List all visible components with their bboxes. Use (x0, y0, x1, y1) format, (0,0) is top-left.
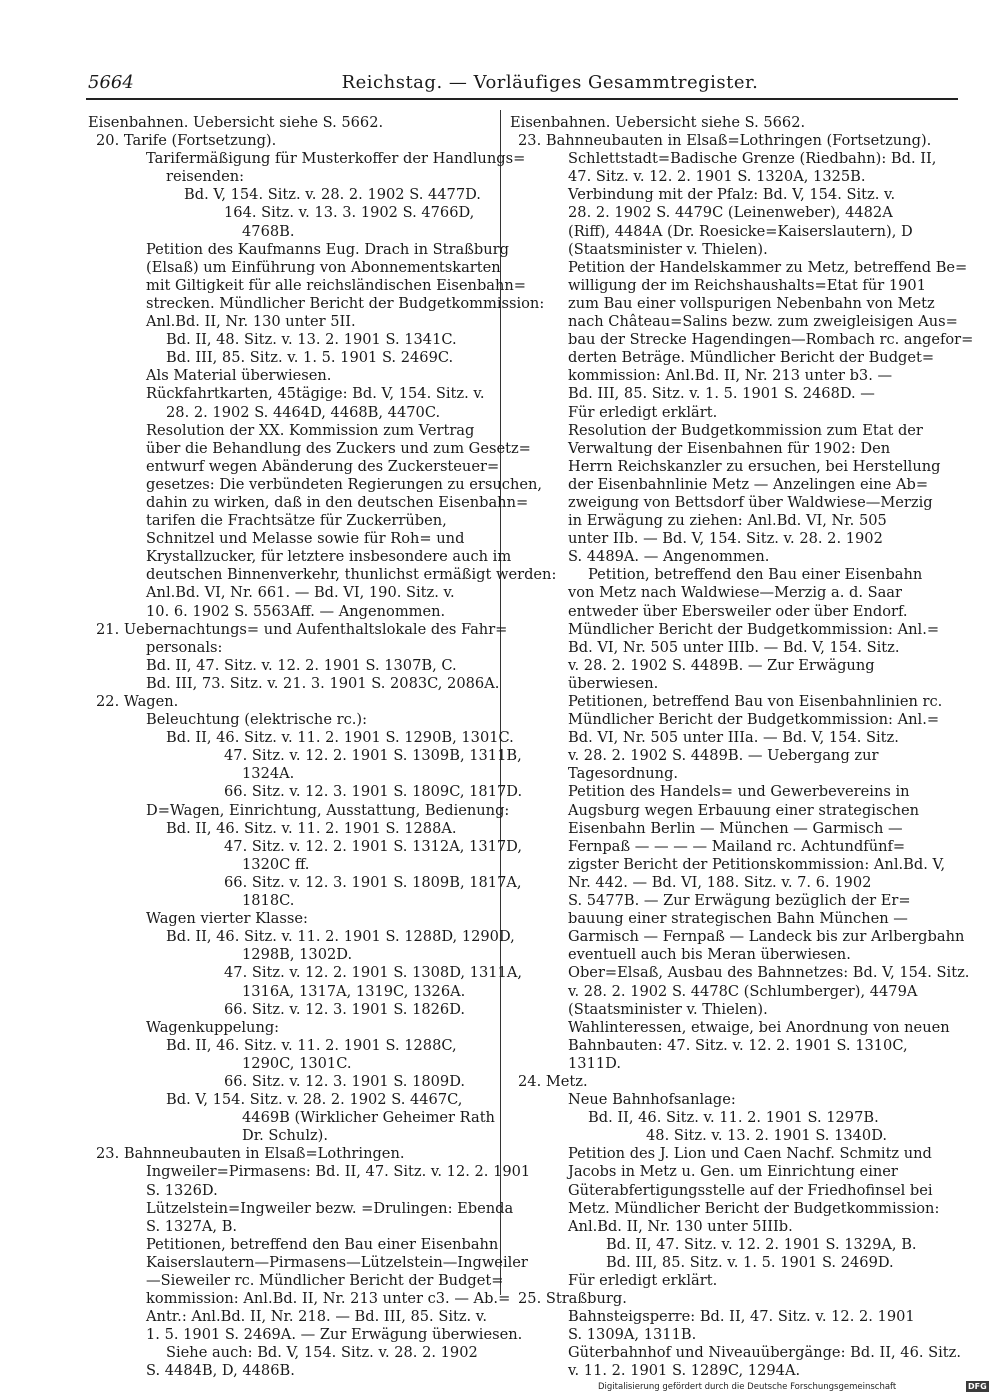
index-line: 164. Sitz. v. 13. 3. 1902 S. 4766D, (224, 204, 475, 222)
index-line: S. 1309A, 1311B. (568, 1326, 697, 1344)
index-line: 4768B. (242, 222, 295, 240)
index-line: über die Behandlung des Zuckers und zum Gesetz= (146, 439, 531, 457)
index-line: Augsburg wegen Erbauung einer strategischen (568, 801, 920, 819)
index-line: derten Beträge. Mündlicher Bericht der Budget= (568, 349, 935, 367)
index-line: nach Château=Salins bezw. zum zweigleisigen Aus= (568, 313, 958, 331)
index-line: Garmisch — Fernpaß — Landeck bis zur Arlbergbahn (568, 928, 965, 946)
index-line: der Eisenbahnlinie Metz — Anzelingen eine Ab= (568, 475, 929, 493)
index-line: strecken. Mündlicher Bericht der Budgetkommission: (146, 294, 545, 312)
index-line: von Metz nach Waldwiese—Merzig a. d. Saar (568, 584, 902, 602)
index-line: Resolution der Budgetkommission zum Etat der (568, 421, 923, 439)
index-line: Bd. II, 47. Sitz. v. 12. 2. 1901 S. 1307B, C. (146, 656, 457, 674)
index-line: 66. Sitz. v. 12. 3. 1901 S. 1809C, 1817D. (224, 783, 523, 801)
index-line: Bd. II, 46. Sitz. v. 11. 2. 1901 S. 1288A. (166, 819, 457, 837)
index-line: 1298B, 1302D. (242, 946, 353, 964)
index-line: Petitionen, betreffend Bau von Eisenbahnlinien rc. (568, 693, 943, 710)
index-line: personals: (146, 638, 223, 656)
index-line: 66. Sitz. v. 12. 3. 1901 S. 1809B, 1817A, (224, 873, 522, 891)
index-line: Bd. II, 46. Sitz. v. 11. 2. 1901 S. 1288C, (166, 1036, 457, 1054)
index-line: Krystallzucker, für letztere insbesondere auch im (146, 548, 512, 566)
index-line: reisenden: (166, 168, 245, 186)
index-line: zweigung von Bettsdorf über Waldwiese—Merzig (568, 493, 933, 511)
index-line: Bd. III, 73. Sitz. v. 21. 3. 1901 S. 2083C, 2086A. (146, 674, 500, 692)
index-line: kommission: Anl.Bd. II, Nr. 213 unter c3. — Ab.= (146, 1290, 511, 1308)
index-line: Eisenbahn Berlin — München — Garmisch — (568, 819, 903, 837)
index-line: Bahnsteigsperre: Bd. II, 47. Sitz. v. 12. 2. 1901 (568, 1308, 915, 1326)
index-line: 1290C, 1301C. (242, 1054, 352, 1072)
index-line: Ober=Elsaß, Ausbau des Bahnnetzes: Bd. V, 154. Sitz. (568, 964, 970, 982)
index-line: dahin zu wirken, daß in den deutschen Eisenbahn= (146, 493, 529, 511)
index-line: Jacobs in Metz u. Gen. um Einrichtung einer (568, 1163, 898, 1181)
index-line: Petition des Handels= und Gewerbevereins in (568, 783, 910, 801)
index-line: tarifen die Frachtsätze für Zuckerrüben, (146, 512, 447, 530)
index-line: 23. Bahnneubauten in Elsaß=Lothringen (Fortsetzung). (518, 132, 932, 150)
index-line: Petition des Kaufmanns Eug. Drach in Straßburg (146, 240, 509, 258)
index-line: mit Giltigkeit für alle reichsländischen Eisenbahn= (146, 276, 527, 294)
index-line: 1320C ff. (242, 855, 310, 873)
index-line: (Staatsminister v. Thielen). (568, 240, 768, 258)
index-line: (Elsaß) um Einführung von Abonnementskarten (146, 258, 501, 276)
index-line: 48. Sitz. v. 13. 2. 1901 S. 1340D. (646, 1127, 888, 1145)
index-line: Verbindung mit der Pfalz: Bd. V, 154. Sitz. v. (568, 186, 896, 204)
index-line: S. 4489A. — Angenommen. (568, 548, 770, 566)
index-line: Petition des J. Lion und Caen Nachf. Schmitz und (568, 1145, 932, 1163)
index-line: Anl.Bd. VI, Nr. 661. — Bd. VI, 190. Sitz. v. (146, 584, 455, 602)
index-line: v. 11. 2. 1901 S. 1289C, 1294A. (568, 1362, 801, 1380)
index-line: 1316A, 1317A, 1319C, 1326A. (242, 982, 466, 1000)
index-line: Herrn Reichskanzler zu ersuchen, bei Herstellung (568, 457, 941, 475)
index-line: Antr.: Anl.Bd. II, Nr. 218. — Bd. III, 85. Sitz. v. (146, 1308, 487, 1326)
index-line: entweder über Ebersweiler oder über Endorf. (568, 602, 908, 620)
index-line: Beleuchtung (elektrische rc.): (146, 711, 368, 729)
index-line: Güterabfertigungsstelle auf der Friedhofinsel bei (568, 1181, 933, 1199)
index-line: Wahlinteressen, etwaige, bei Anordnung von neuen (568, 1018, 950, 1036)
index-line: 24. Metz. (518, 1072, 588, 1090)
index-line: Für erledigt erklärt. (568, 403, 718, 421)
index-line: S. 4484B, D, 4486B. (146, 1362, 295, 1380)
index-line: 1818C. (242, 892, 295, 910)
index-line: Lützelstein=Ingweiler bezw. =Drulingen: Ebenda (146, 1199, 514, 1217)
index-line: bau der Strecke Hagendingen—Rombach rc. angefor= (568, 331, 974, 349)
index-line: S. 5477B. — Zur Erwägung bezüglich der Er= (568, 892, 911, 910)
index-line: 66. Sitz. v. 12. 3. 1901 S. 1809D. (224, 1072, 466, 1090)
index-line: 66. Sitz. v. 12. 3. 1901 S. 1826D. (224, 1000, 466, 1018)
index-line: Wagenkuppelung: (146, 1018, 280, 1036)
index-line: bauung einer strategischen Bahn München — (568, 910, 908, 928)
index-line: Tagesordnung. (568, 765, 679, 783)
index-line: kommission: Anl.Bd. II, Nr. 213 unter b3. — (568, 367, 893, 385)
index-line: 10. 6. 1902 S. 5563Aff. — Angenommen. (146, 602, 446, 620)
index-line: Anl.Bd. II, Nr. 130 unter 5II. (146, 313, 356, 331)
index-line: Güterbahnhof und Niveauübergänge: Bd. II, 46. Sitz. (568, 1344, 961, 1362)
index-line: 47. Sitz. v. 12. 2. 1901 S. 1312A, 1317D, (224, 837, 522, 855)
index-line: überwiesen. (568, 674, 659, 692)
index-line: Kaiserslautern—Pirmasens—Lützelstein—Ingweiler (146, 1253, 528, 1271)
index-line: Bahnbauten: 47. Sitz. v. 12. 2. 1901 S. 1310C, (568, 1036, 908, 1054)
index-line: 1311D. (568, 1054, 621, 1072)
index-line: Bd. V, 154. Sitz. v. 28. 2. 1902 S. 4477D. (184, 186, 481, 204)
index-line: zum Bau einer vollspurigen Nebenbahn von Metz (568, 294, 935, 312)
index-line: Rückfahrtkarten, 45tägige: Bd. V, 154. Sitz. v. (146, 385, 485, 403)
index-line: Tarifermäßigung für Musterkoffer der Handlungs= (146, 150, 526, 168)
right-column (510, 114, 974, 1381)
index-line: (Staatsminister v. Thielen). (568, 1000, 768, 1018)
index-line: 23. Bahnneubauten in Elsaß=Lothringen. (96, 1145, 405, 1163)
index-line: Bd. II, 46. Sitz. v. 11. 2. 1901 S. 1297B. (588, 1109, 879, 1127)
index-line: Petition, betreffend den Bau einer Eisenbahn (588, 566, 923, 584)
index-line: Bd. III, 85. Sitz. v. 1. 5. 1901 S. 2468D. — (568, 385, 875, 403)
index-line: Dr. Schulz). (242, 1127, 329, 1145)
index-line: 28. 2. 1902 S. 4464D, 4468B, 4470C. (166, 403, 441, 421)
footer-credit: Digitalisierung gefördert durch die Deutsche Forschungsgemeinschaft (598, 1382, 897, 1392)
index-line: 22. Wagen. (96, 693, 179, 710)
index-line: Anl.Bd. II, Nr. 130 unter 5IIIb. (568, 1217, 793, 1235)
index-line: v. 28. 2. 1902 S. 4489B. — Uebergang zur (568, 747, 879, 765)
index-line: Wagen vierter Klasse: (146, 910, 308, 928)
dfg-logo: DFG (968, 1382, 987, 1391)
index-line: Bd. VI, Nr. 505 unter IIIb. — Bd. V, 154. Sitz. (568, 638, 900, 656)
index-line: Eisenbahnen. Uebersicht siehe S. 5662. (510, 114, 806, 131)
index-line: entwurf wegen Abänderung des Zuckersteuer= (146, 457, 500, 475)
page-number: 5664 (88, 72, 134, 93)
index-line: Ingweiler=Pirmasens: Bd. II, 47. Sitz. v. 12. 2. 1901 (146, 1163, 531, 1181)
index-line: Petitionen, betreffend den Bau einer Eisenbahn (146, 1235, 499, 1253)
index-line: Neue Bahnhofsanlage: (568, 1091, 736, 1109)
index-line: 1. 5. 1901 S. 2469A. — Zur Erwägung überwiesen. (146, 1326, 523, 1344)
index-line: Für erledigt erklärt. (568, 1272, 718, 1289)
index-line: Bd. II, 47. Sitz. v. 12. 2. 1901 S. 1329A, B. (606, 1235, 917, 1253)
index-line: Bd. VI, Nr. 505 unter IIIa. — Bd. V, 154. Sitz. (568, 729, 899, 747)
index-line: gesetzes: Die verbündeten Regierungen zu ersuchen, (146, 475, 543, 493)
header-rule (86, 98, 958, 100)
index-line: Eisenbahnen. Uebersicht siehe S. 5662. (88, 114, 384, 131)
index-line: Bd. II, 46. Sitz. v. 11. 2. 1901 S. 1290B, 1301C. (166, 729, 514, 747)
index-line: 47. Sitz. v. 12. 2. 1901 S. 1309B, 1311B, (224, 747, 522, 765)
index-line: 21. Uebernachtungs= und Aufenthaltslokale des Fahr= (96, 620, 508, 638)
index-line: Fernpaß — — — — Mailand rc. Achtundfünf= (568, 837, 906, 855)
running-title: Reichstag. — Vorläufiges Gesammtregister. (341, 72, 759, 93)
index-line: deutschen Binnenverkehr, thunlichst ermäßigt werden: (146, 566, 557, 584)
index-line: v. 28. 2. 1902 S. 4489B. — Zur Erwägung (568, 656, 875, 674)
index-line: Verwaltung der Eisenbahnen für 1902: Den (568, 439, 891, 457)
index-line: eventuell auch bis Meran überwiesen. (568, 946, 851, 964)
index-line: S. 1326D. (146, 1181, 218, 1199)
index-line: Siehe auch: Bd. V, 154. Sitz. v. 28. 2. 1902 (166, 1344, 478, 1362)
index-line: willigung der im Reichshaushalts=Etat für 1901 (568, 276, 926, 294)
index-line: Bd. II, 46. Sitz. v. 11. 2. 1901 S. 1288D, 1290D, (166, 928, 515, 946)
index-line: Nr. 442. — Bd. VI, 188. Sitz. v. 7. 6. 1902 (568, 873, 872, 891)
index-line: —Sieweiler rc. Mündlicher Bericht der Budget= (146, 1272, 504, 1289)
index-line: v. 28. 2. 1902 S. 4478C (Schlumberger), 4479A (568, 982, 918, 1000)
index-line: Bd. III, 85. Sitz. v. 1. 5. 1901 S. 2469C. (166, 349, 454, 367)
index-line: 20. Tarife (Fortsetzung). (96, 132, 277, 150)
index-line: Schnitzel und Melasse sowie für Roh= und (146, 530, 465, 548)
index-line: Bd. III, 85. Sitz. v. 1. 5. 1901 S. 2469D. (606, 1253, 894, 1271)
index-line: Metz. Mündlicher Bericht der Budgetkommission: (568, 1199, 940, 1217)
index-line: Mündlicher Bericht der Budgetkommission: Anl.= (568, 620, 940, 638)
index-line: 47. Sitz. v. 12. 2. 1901 S. 1308D, 1311A, (224, 964, 522, 982)
index-line: 4469B (Wirklicher Geheimer Rath (242, 1109, 495, 1127)
index-line: zigster Bericht der Petitionskommission: Anl.Bd. V, (568, 855, 946, 873)
index-line: Als Material überwiesen. (146, 367, 332, 385)
index-line: S. 1327A, B. (146, 1217, 238, 1235)
index-line: in Erwägung zu ziehen: Anl.Bd. VI, Nr. 505 (568, 512, 887, 530)
index-line: Resolution der XX. Kommission zum Vertrag (146, 421, 475, 439)
index-line: unter IIb. — Bd. V, 154. Sitz. v. 28. 2. 1902 (568, 530, 883, 548)
index-line: Bd. II, 48. Sitz. v. 13. 2. 1901 S. 1341C. (166, 331, 457, 349)
index-line: D=Wagen, Einrichtung, Ausstattung, Bedienung: (146, 801, 510, 819)
index-line: 25. Straßburg. (518, 1290, 627, 1308)
index-line: (Riff), 4484A (Dr. Roesicke=Kaiserslautern), D (568, 222, 913, 240)
index-line: Mündlicher Bericht der Budgetkommission: Anl.= (568, 711, 940, 729)
index-line: Schlettstadt=Badische Grenze (Riedbahn): Bd. II, (568, 150, 937, 168)
index-line: 1324A. (242, 765, 295, 783)
index-line: 28. 2. 1902 S. 4479C (Leinenweber), 4482A (568, 204, 893, 222)
index-line: Petition der Handelskammer zu Metz, betreffend Be= (568, 258, 968, 276)
index-line: 47. Sitz. v. 12. 2. 1901 S. 1320A, 1325B. (568, 168, 866, 186)
index-line: Bd. V, 154. Sitz. v. 28. 2. 1902 S. 4467C, (166, 1091, 463, 1109)
